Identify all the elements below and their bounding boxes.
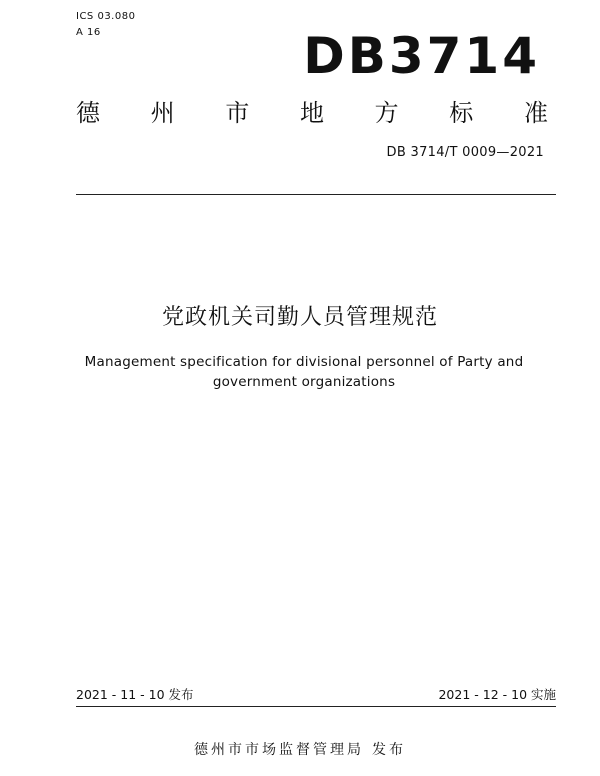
standard-code: DB3714	[303, 27, 540, 85]
top-divider	[76, 194, 556, 195]
issue-date: 2021 - 11 - 10 发布	[76, 687, 194, 702]
standard-type-char: 方	[374, 99, 399, 127]
issuer-action: 发布	[372, 742, 406, 758]
ics-code: ICS 03.080	[76, 11, 136, 22]
implementation-date: 2021 - 12 - 10 实施	[438, 687, 556, 702]
standard-type-char: 准	[523, 99, 548, 127]
standard-type-char: 州	[150, 99, 175, 127]
title-chinese: 党政机关司勤人员管理规范	[161, 305, 438, 330]
bottom-divider	[76, 706, 556, 707]
standard-type-char: 地	[299, 99, 324, 127]
issuer-name: 德州市市场监督管理局	[194, 742, 364, 758]
standard-type-char: 市	[225, 99, 250, 127]
ccs-code: A 16	[76, 27, 101, 38]
standard-type-char: 标	[449, 99, 474, 127]
issuing-authority	[0, 740, 600, 760]
title-english: Management specification for divisional personnel of Party and government organizations	[84, 354, 524, 390]
standard-type	[76, 96, 548, 130]
standard-number: DB 3714/T 0009—2021	[386, 145, 544, 160]
standard-type-char: 德	[76, 99, 100, 127]
